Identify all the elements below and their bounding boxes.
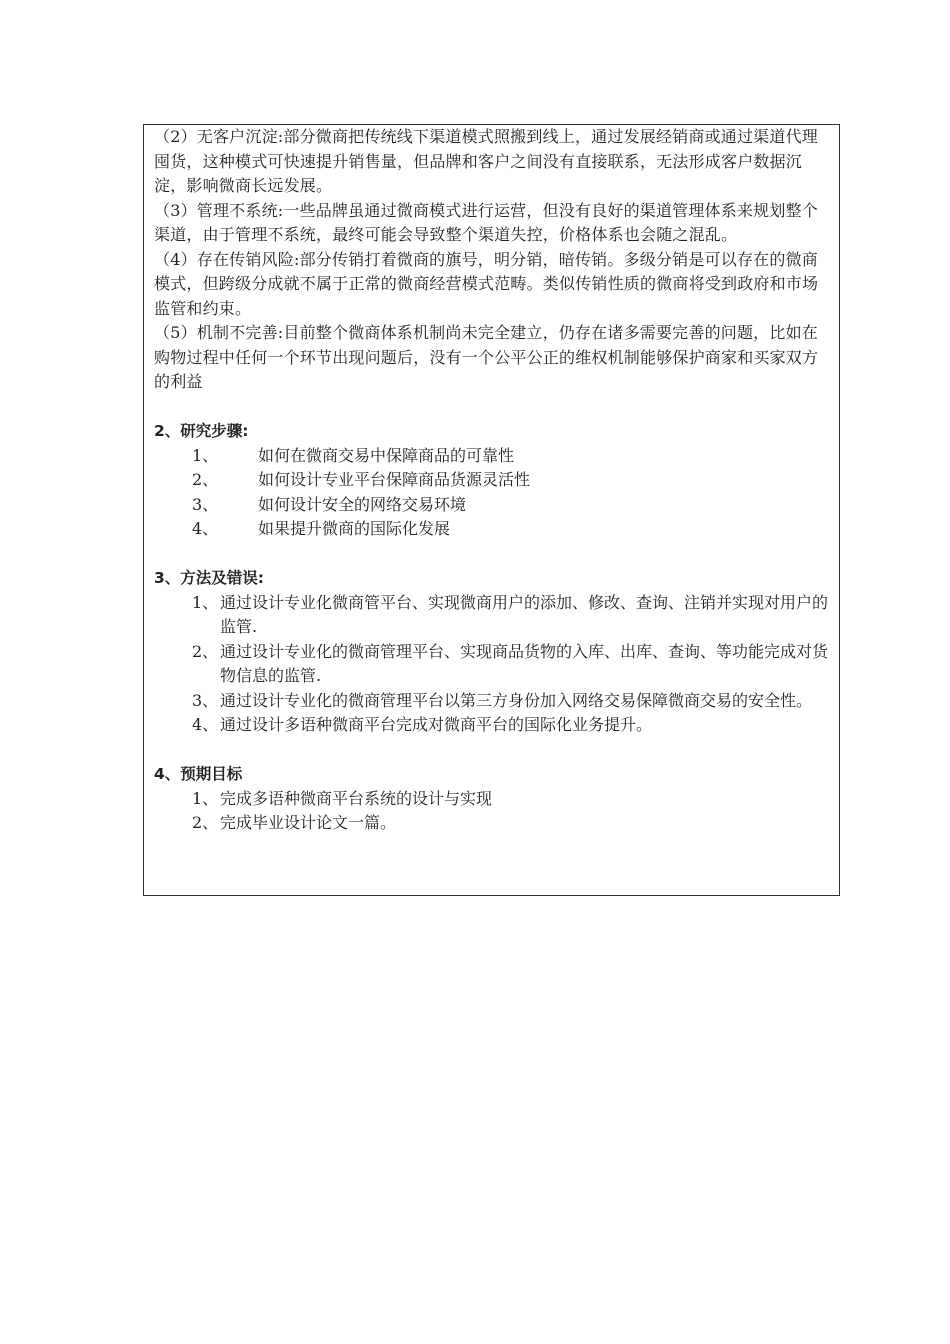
list-number: 2、 — [192, 813, 219, 832]
list-item — [154, 811, 834, 836]
list-item — [154, 689, 834, 714]
list-item — [154, 713, 834, 738]
list-text: 如何设计安全的网络交易环境 — [258, 494, 467, 514]
list-text: 完成毕业设计论文一篇。 — [220, 813, 397, 832]
list-item — [154, 640, 834, 689]
problem-paragraph-5: （5）机制不完善:目前整个微商体系机制尚未完全建立，仍存在诸多需要完善的问题，比如在购物过程中任何一个环节出现问题后，没有一个公平公正的维权机制能够保护商家和买家双方的利益 — [154, 323, 819, 391]
list-text: 完成多语种微商平台系统的设计与实现 — [220, 788, 493, 808]
list-number: 3、 — [192, 690, 219, 710]
list-number: 3、 — [192, 494, 219, 514]
section-heading-goals: 4、预期目标 — [154, 765, 243, 783]
list-text: 通过设计专业化微商管平台、实现微商用户的添加、修改、查询、注销并实现对用户的监管. — [220, 592, 829, 636]
goals-list — [154, 787, 834, 836]
list-text: 如果提升微商的国际化发展 — [258, 519, 451, 538]
list-number: 1、 — [192, 788, 219, 808]
list-item — [154, 517, 834, 542]
section-heading-methods: 3、方法及错误: — [154, 569, 264, 587]
list-text: 如何设计专业平台保障商品货源灵活性 — [258, 470, 531, 489]
list-item — [154, 591, 834, 640]
list-number: 2、 — [192, 470, 219, 489]
list-item — [154, 468, 834, 493]
list-item — [154, 787, 834, 812]
list-text: 如何在微商交易中保障商品的可靠性 — [258, 445, 515, 465]
list-number: 2、 — [192, 641, 219, 661]
problem-paragraph-3: （3）管理不系统:一些品牌虽通过微商模式进行运营，但没有良好的渠道管理体系来规划整个渠道，由于管理不系统，最终可能会导致整个渠道失控，价格体系也会随之混乱。 — [154, 200, 818, 244]
list-number: 4、 — [192, 715, 219, 734]
list-text: 通过设计专业化的微商管理平台以第三方身份加入网络交易保障微商交易的安全性。 — [220, 690, 813, 710]
research-steps-list — [154, 444, 834, 542]
list-item — [154, 444, 834, 469]
list-number: 1、 — [192, 592, 219, 612]
content-table-cell — [143, 124, 840, 896]
list-number: 4、 — [192, 519, 219, 538]
list-text: 通过设计专业化的微商管理平台、实现商品货物的入库、出库、查询、等功能完成对货物信息的监管. — [220, 641, 829, 685]
methods-list — [154, 591, 834, 738]
problem-paragraph-2: （2）无客户沉淀:部分微商把传统线下渠道模式照搬到线上，通过发展经销商或通过渠道代理囤货，这种模式可快速提升销售量，但品牌和客户之间没有直接联系，无法形成客户数据沉淀，影响微商长远发展。 — [154, 127, 818, 195]
list-item — [154, 493, 834, 518]
section-heading-research-steps: 2、研究步骤: — [154, 422, 249, 440]
cell-content — [154, 125, 834, 836]
list-number: 1、 — [192, 445, 219, 465]
list-text: 通过设计多语种微商平台完成对微商平台的国际化业务提升。 — [220, 715, 653, 734]
problem-paragraph-4: （4）存在传销风险:部分传销打着微商的旗号，明分销，暗传销。多级分销是可以存在的微商模式，但跨级分成就不属于正常的微商经营模式范畴。类似传销性质的微商将受到政府和市场监管和约束。 — [154, 249, 819, 318]
